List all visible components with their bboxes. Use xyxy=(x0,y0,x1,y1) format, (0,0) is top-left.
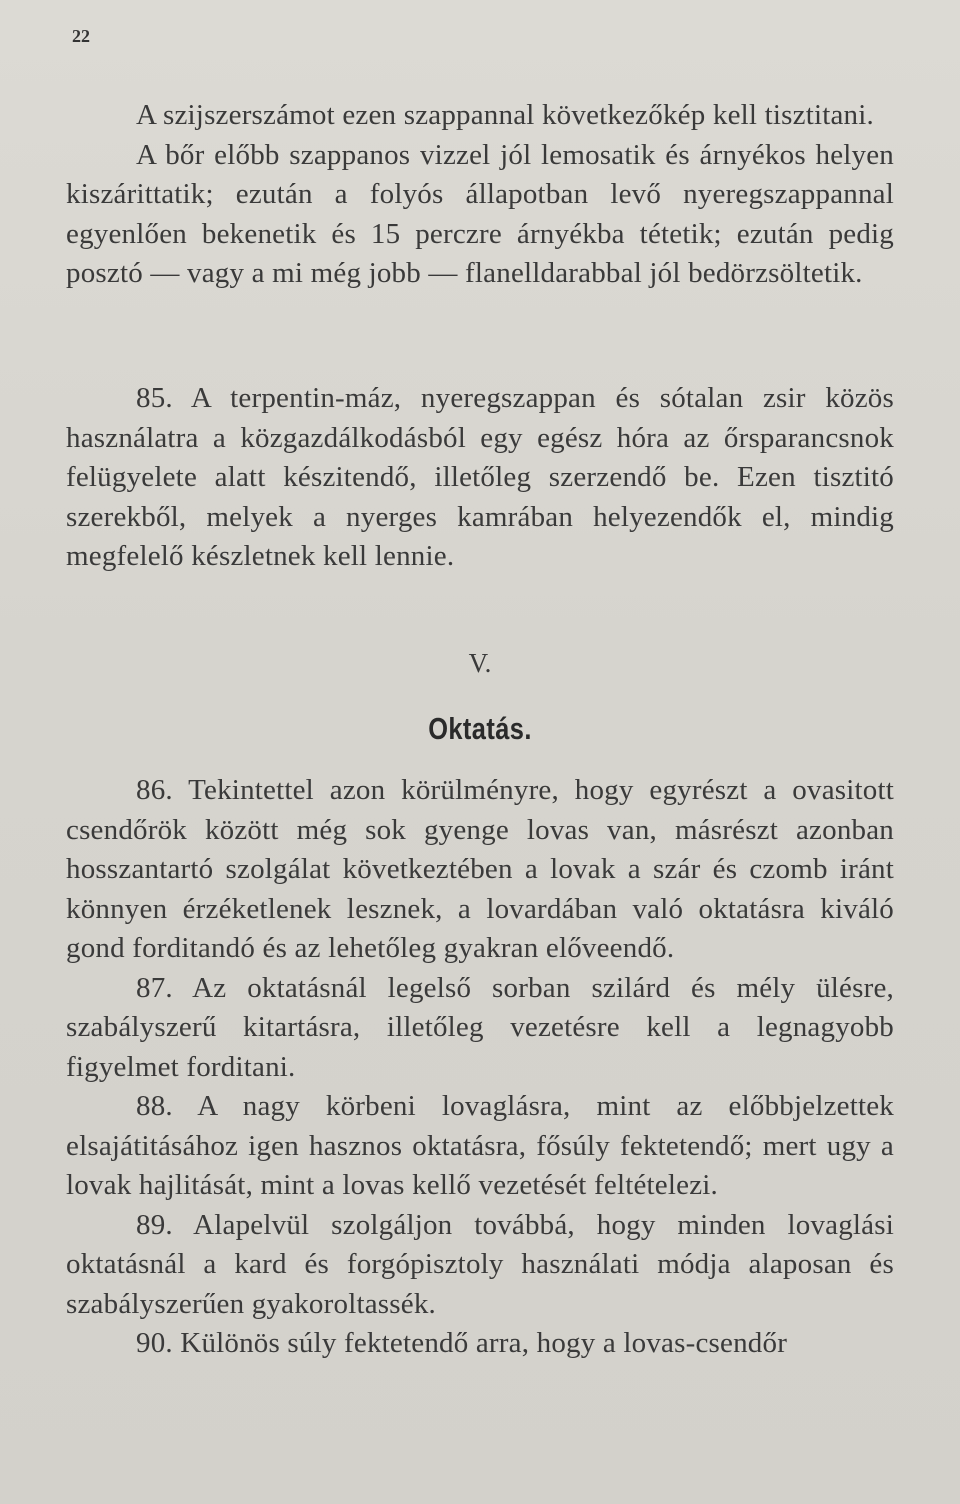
section-title: Oktatás. xyxy=(428,711,532,746)
page-number: 22 xyxy=(72,26,90,46)
paragraph: A szijszerszámot ezen szappannal következőkép kell tisztitani. xyxy=(136,99,874,131)
paragraph-86: 86. Tekintettel azon körülményre, hogy egyrészt a ovasitott csendőrök között még sok gyenge lovas van, másrészt azonban hosszantartó szolgálat következtében a lovak a szár és czomb iránt könnyen érzéketlenek lesznek, a lovardában való oktatásra kiváló gond forditandó és az lehetőleg gyakran előveendő. xyxy=(66,774,894,964)
text-block-bottom xyxy=(66,771,894,1364)
text-block-85 xyxy=(66,379,894,577)
paragraph-85: 85. A terpentin-máz, nyeregszappan és sótalan zsir közös használatra a közgazdálkodásból egy egész hóra az őrsparancsnok felügyelete alatt készitendő, illetőleg szerzendő be. Ezen tisztitó szerekből, melyek a nyerges kamrában helyezendők el, mindig megfelelő készletnek kell lennie. xyxy=(66,382,894,572)
paragraph-88: 88. A nagy körbeni lovaglásra, mint az előbbjelzettek elsajátitásához igen hasznos oktatásra, fősúly fektetendő; mert ugy a lovak hajlitását, mint a lovas kellő vezetését feltételezi. xyxy=(66,1090,894,1201)
section-number: V. xyxy=(468,648,492,678)
paragraph-90: 90. Különös súly fektetendő arra, hogy a lovas-csendőr xyxy=(136,1327,788,1359)
text-block-top xyxy=(66,96,894,294)
paragraph-89: 89. Alapelvül szolgáljon továbbá, hogy minden lovaglási oktatásnál a kard és forgópisztoly használati módja alaposan és szabályszerűen gyakoroltassék. xyxy=(66,1208,894,1320)
paragraph: A bőr előbb szappanos vizzel jól lemosatik és árnyékos helyen kiszárittatik; ezután a folyós állapotban levő nyeregszappannal egyenlően bekenetik és 15 perczre árnyékba tétetik; ezután pedig posztó — vagy a mi még jobb — flanelldarabbal jól bedörzsöltetik. xyxy=(66,138,894,289)
paragraph-87: 87. Az oktatásnál legelső sorban szilárd és mély ülésre, szabályszerű kitartásra, illetőleg vezetésre kell a legnagyobb figyelmet forditani. xyxy=(66,971,894,1083)
